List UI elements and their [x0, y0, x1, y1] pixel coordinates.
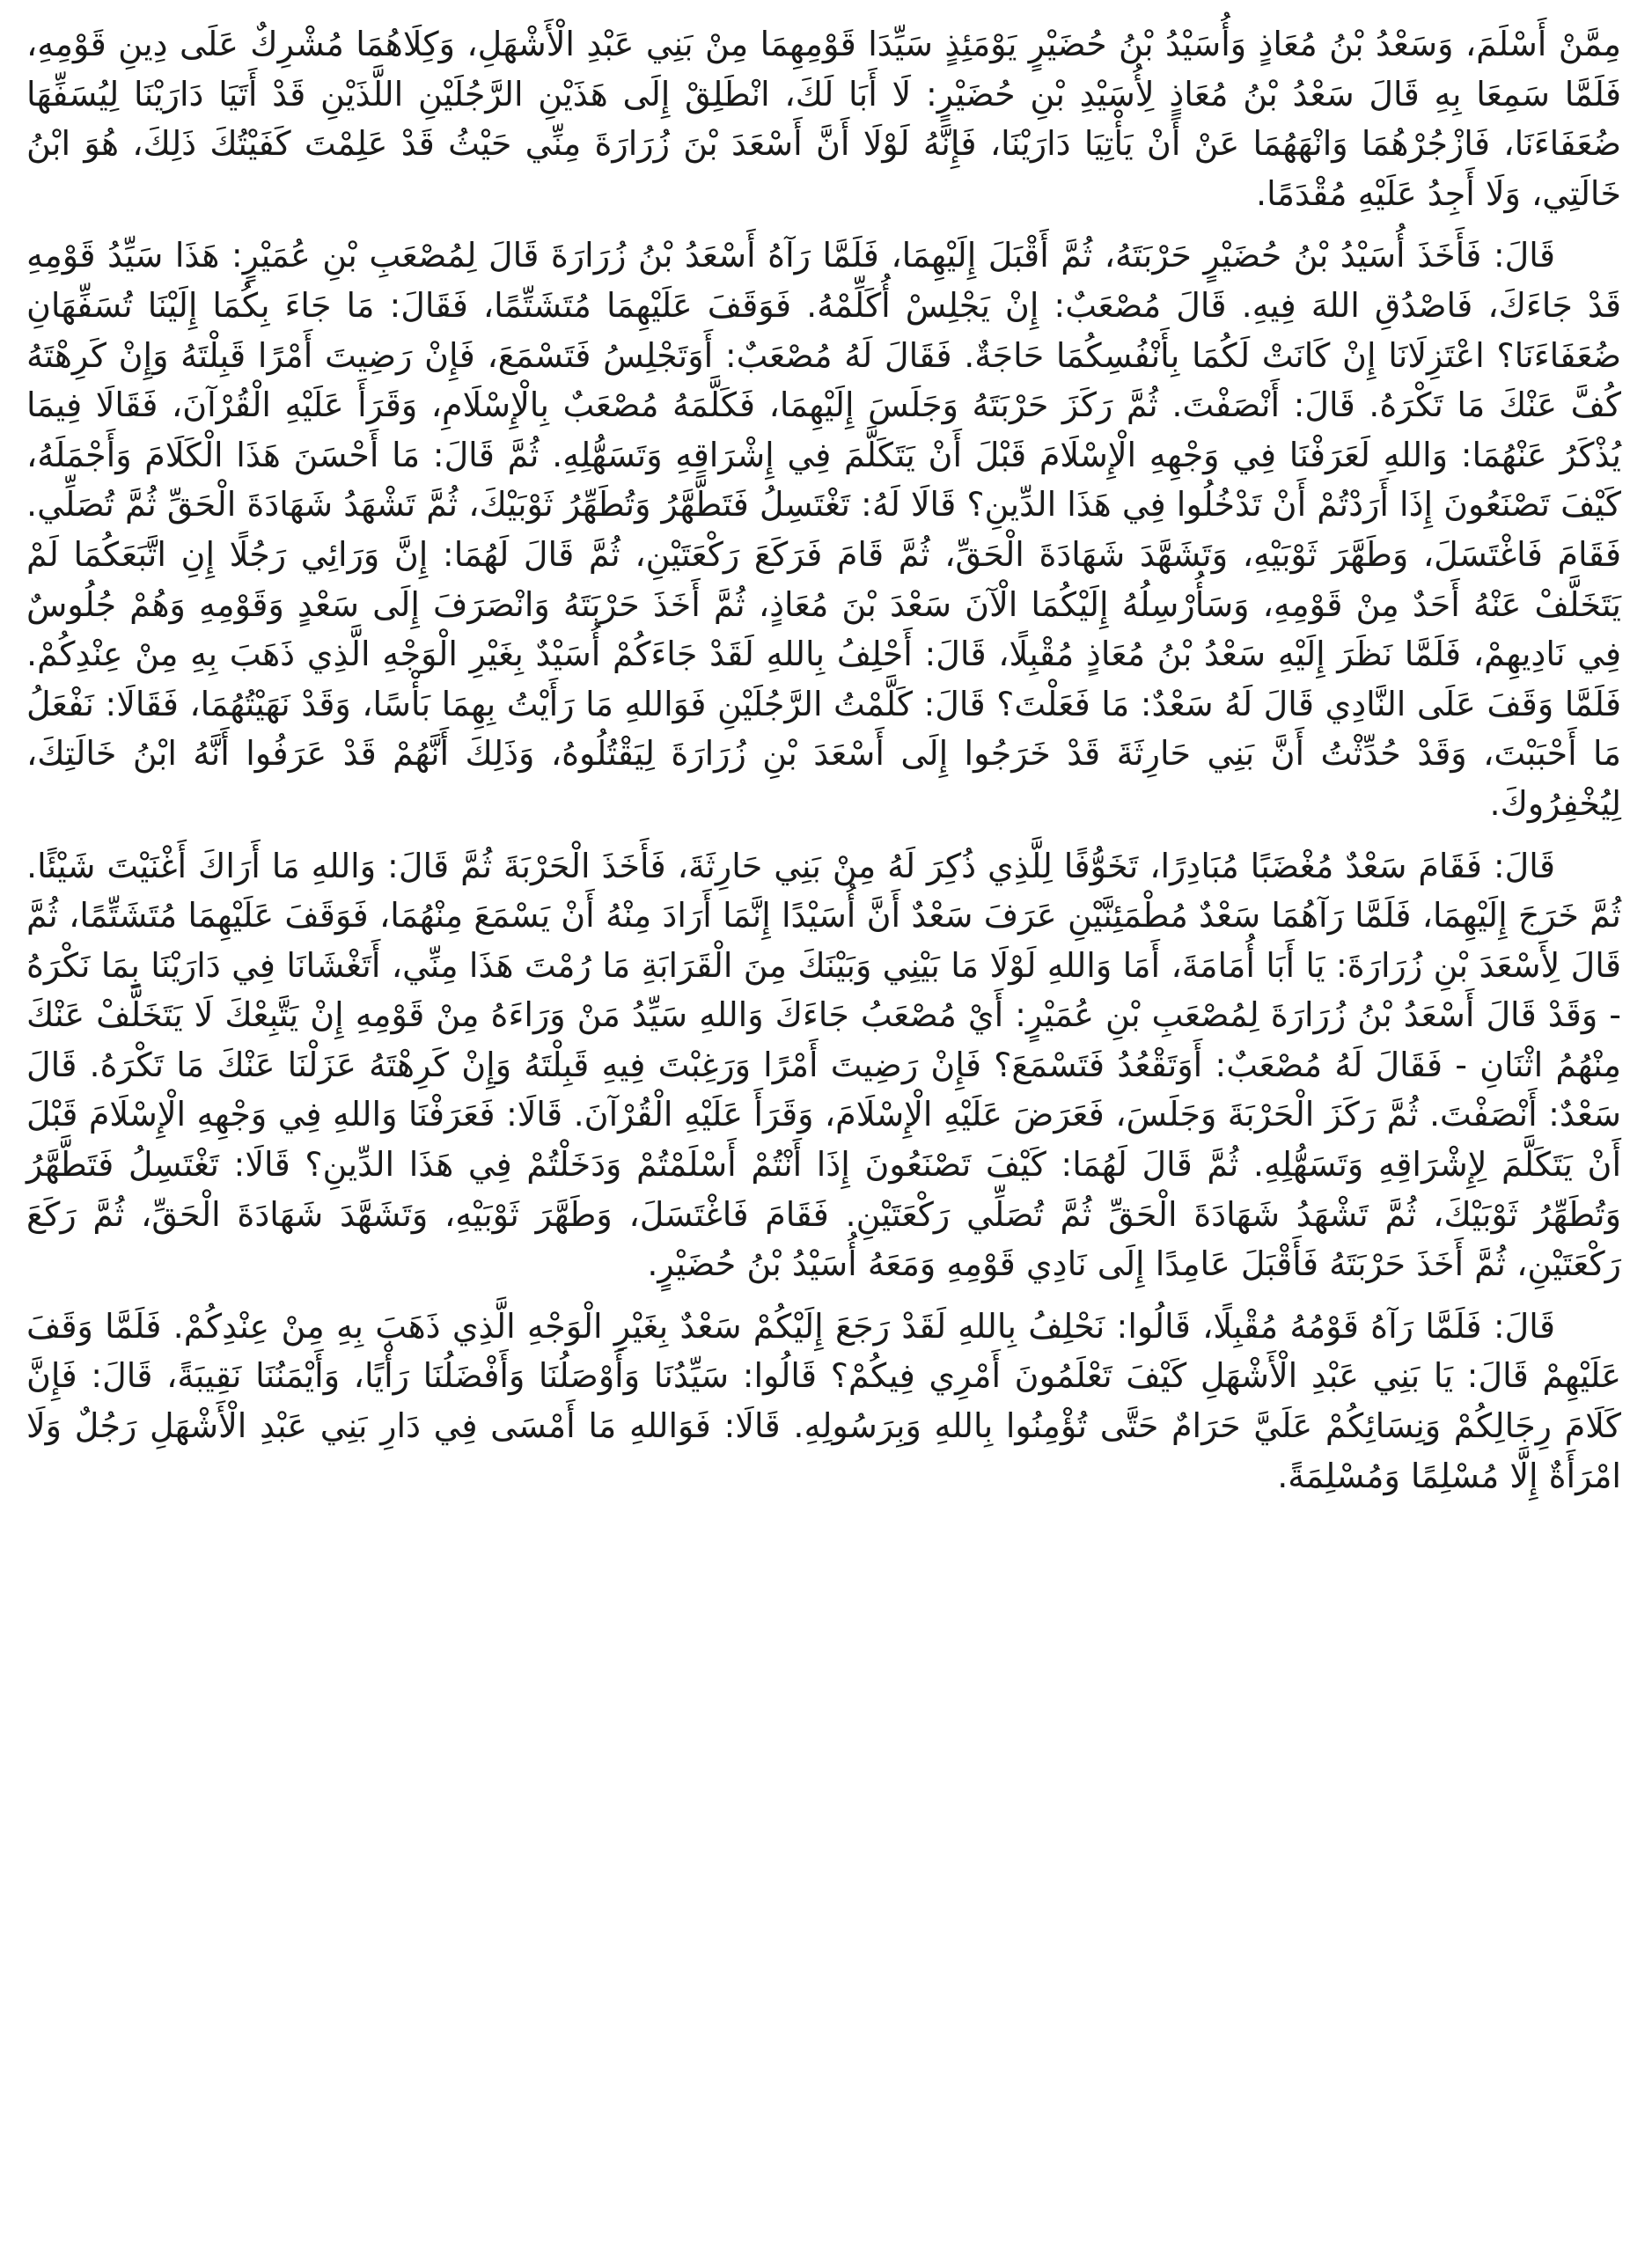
paragraph-1: مِمَّنْ أَسْلَمَ، وَسَعْدُ بْنُ مُعَاذٍ وَأُسَيْدُ بْنُ حُضَيْرٍ يَوْمَئِذٍ سَيِّدَا قَوْمِهِمَا مِنْ بَنِي عَبْدِ الْأَشْهَلِ، وَكِلَاهُمَا مُشْرِكٌ عَلَى دِينِ قَوْمِهِ، فَلَمَّا سَمِعَا بِهِ قَالَ سَعْدُ بْنُ مُعَاذٍ لِأُسَيْدِ بْنِ حُضَيْرٍ: لَا أَبَا لَكَ، انْطَلِقْ إِلَى هَذَيْنِ الرَّجُلَيْنِ اللَّذَيْنِ قَدْ أَتَيَا دَارَيْنَا لِيُسَفِّهَا ضُعَفَاءَنَا، فَازْجُرْهُمَا وَانْهَهُمَا عَنْ أَنْ يَأْتِيَا دَارَيْنَا، فَإِنَّهُ لَوْلَا أَنَّ أَسْعَدَ بْنَ زُرَارَةَ مِنِّي حَيْثُ قَدْ عَلِمْتَ كَفَيْتُكَ ذَلِكَ، هُوَ ابْنُ خَالَتِي، وَلَا أَجِدُ عَلَيْهِ مُقْدَمًا.	[26, 25, 1621, 213]
paragraph-2: قَالَ: فَأَخَذَ أُسَيْدُ بْنُ حُضَيْرٍ حَرْبَتَهُ، ثُمَّ أَقْبَلَ إِلَيْهِمَا، فَلَمَّا رَآهُ أَسْعَدُ بْنُ زُرَارَةَ قَالَ لِمُصْعَبِ بْنِ عُمَيْرٍ: هَذَا سَيِّدُ قَوْمِهِ قَدْ جَاءَكَ، فَاصْدُقِ اللهَ فِيهِ. قَالَ مُصْعَبٌ: إِنْ يَجْلِسْ أُكَلِّمْهُ. فَوَقَفَ عَلَيْهِمَا مُتَشَتِّمًا، فَقَالَ: مَا جَاءَ بِكُمَا إِلَيْنَا تُسَفِّهَانِ ضُعَفَاءَنَا؟ اعْتَزِلَانَا إِنْ كَانَتْ لَكُمَا بِأَنْفُسِكُمَا حَاجَةٌ. فَقَالَ لَهُ مُصْعَبٌ: أَوَتَجْلِسُ فَتَسْمَعَ، فَإِنْ رَضِيتَ أَمْرًا قَبِلْتَهُ وَإِنْ كَرِهْتَهُ كُفَّ عَنْكَ مَا تَكْرَهُ. قَالَ: أَنْصَفْتَ. ثُمَّ رَكَزَ حَرْبَتَهُ وَجَلَسَ إِلَيْهِمَا، فَكَلَّمَهُ مُصْعَبٌ بِالْإِسْلَامِ، وَقَرَأَ عَلَيْهِ الْقُرْآنَ، فَقَالَا فِيمَا يُذْكَرُ عَنْهُمَا: وَاللهِ لَعَرَفْنَا فِي وَجْهِهِ الْإِسْلَامَ قَبْلَ أَنْ يَتَكَلَّمَ فِي إِشْرَاقِهِ وَتَسَهُّلِهِ. ثُمَّ قَالَ: مَا أَحْسَنَ هَذَا الْكَلَامَ وَأَجْمَلَهُ، كَيْفَ تَصْنَعُونَ إِذَا أَرَدْتُمْ أَنْ تَدْخُلُوا فِي هَذَا الدِّينِ؟ قَالَا لَهُ: تَغْتَسِلُ فَتَطَّهَّرُ وَتُطَهِّرُ ثَوْبَيْكَ، ثُمَّ تَشْهَدُ شَهَادَةَ الْحَقِّ ثُمَّ تُصَلِّي. فَقَامَ فَاغْتَسَلَ، وَطَهَّرَ ثَوْبَيْهِ، وَتَشَهَّدَ شَهَادَةَ الْحَقِّ، ثُمَّ قَامَ فَرَكَعَ رَكْعَتَيْنِ، ثُمَّ قَالَ لَهُمَا: إِنَّ وَرَائِي رَجُلًا إِنِ اتَّبَعَكُمَا لَمْ يَتَخَلَّفْ عَنْهُ أَحَدٌ مِنْ قَوْمِهِ، وَسَأُرْسِلُهُ إِلَيْكُمَا الْآنَ سَعْدَ بْنَ مُعَاذٍ، ثُمَّ أَخَذَ حَرْبَتَهُ وَانْصَرَفَ إِلَى سَعْدٍ وَقَوْمِهِ وَهُمْ جُلُوسٌ فِي نَادِيهِمْ، فَلَمَّا نَظَرَ إِلَيْهِ سَعْدُ بْنُ مُعَاذٍ مُقْبِلًا، قَالَ: أَحْلِفُ بِاللهِ لَقَدْ جَاءَكُمْ أُسَيْدٌ بِغَيْرِ الْوَجْهِ الَّذِي ذَهَبَ بِهِ مِنْ عِنْدِكُمْ. فَلَمَّا وَقَفَ عَلَى النَّادِي قَالَ لَهُ سَعْدٌ: مَا فَعَلْتَ؟ قَالَ: كَلَّمْتُ الرَّجُلَيْنِ فَوَاللهِ مَا رَأَيْتُ بِهِمَا بَأْسًا، وَقَدْ نَهَيْتُهُمَا، فَقَالَا: نَفْعَلُ مَا أَحْبَبْتَ، وَقَدْ حُدِّثْتُ أَنَّ بَنِي حَارِثَةَ قَدْ خَرَجُوا إِلَى أَسْعَدَ بْنِ زُرَارَةَ لِيَقْتُلُوهُ، وَذَلِكَ أَنَّهُمْ قَدْ عَرَفُوا أَنَّهُ ابْنُ خَالَتِكَ، لِيُخْفِرُوكَ.	[26, 236, 1621, 823]
book-page	[26, 19, 1621, 2228]
paragraph-4: قَالَ: فَلَمَّا رَآهُ قَوْمُهُ مُقْبِلًا، قَالُوا: نَحْلِفُ بِاللهِ لَقَدْ رَجَعَ إِلَيْكُمْ سَعْدٌ بِغَيْرِ الْوَجْهِ الَّذِي ذَهَبَ بِهِ مِنْ عِنْدِكُمْ. فَلَمَّا وَقَفَ عَلَيْهِمْ قَالَ: يَا بَنِي عَبْدِ الْأَشْهَلِ كَيْفَ تَعْلَمُونَ أَمْرِي فِيكُمْ؟ قَالُوا: سَيِّدُنَا وَأَوْصَلُنَا وَأَفْضَلُنَا رَأْيًا، وَأَيْمَنُنَا نَقِيبَةً، قَالَ: فَإِنَّ كَلَامَ رِجَالِكُمْ وَنِسَائِكُمْ عَلَيَّ حَرَامٌ حَتَّى تُؤْمِنُوا بِاللهِ وَبِرَسُولِهِ. قَالَا: فَوَاللهِ مَا أَمْسَى فِي دَارِ بَنِي عَبْدِ الْأَشْهَلِ رَجُلٌ وَلَا امْرَأَةٌ إِلَّا مُسْلِمًا وَمُسْلِمَةً.	[26, 1306, 1621, 1495]
paragraph-3: قَالَ: فَقَامَ سَعْدٌ مُغْضَبًا مُبَادِرًا، تَخَوُّفًا لِلَّذِي ذُكِرَ لَهُ مِنْ بَنِي حَارِثَةَ، فَأَخَذَ الْحَرْبَةَ ثُمَّ قَالَ: وَاللهِ مَا أَرَاكَ أَغْنَيْتَ شَيْئًا. ثُمَّ خَرَجَ إِلَيْهِمَا، فَلَمَّا رَآهُمَا سَعْدٌ مُطْمَئِنَّيْنِ عَرَفَ سَعْدٌ أَنَّ أُسَيْدًا إِنَّمَا أَرَادَ مِنْهُ أَنْ يَسْمَعَ مِنْهُمَا، فَوَقَفَ عَلَيْهِمَا مُتَشَتِّمًا، ثُمَّ قَالَ لِأَسْعَدَ بْنِ زُرَارَةَ: يَا أَبَا أُمَامَةَ، أَمَا وَاللهِ لَوْلَا مَا بَيْنِي وَبَيْنَكَ مِنَ الْقَرَابَةِ مَا رُمْتَ هَذَا مِنِّي، أَتَغْشَانَا فِي دَارَيْنَا بِمَا نَكْرَهُ - وَقَدْ قَالَ أَسْعَدُ بْنُ زُرَارَةَ لِمُصْعَبِ بْنِ عُمَيْرٍ: أَيْ مُصْعَبُ جَاءَكَ وَاللهِ سَيِّدُ مَنْ وَرَاءَهُ مِنْ قَوْمِهِ إِنْ يَتَّبِعْكَ لَا يَتَخَلَّفْ عَنْكَ مِنْهُمُ اثْنَانِ - فَقَالَ لَهُ مُصْعَبٌ: أَوَتَقْعُدُ فَتَسْمَعَ؟ فَإِنْ رَضِيتَ أَمْرًا وَرَغِبْتَ فِيهِ قَبِلْتَهُ وَإِنْ كَرِهْتَهُ عَزَلْنَا عَنْكَ مَا تَكْرَهُ. قَالَ سَعْدٌ: أَنْصَفْتَ. ثُمَّ رَكَزَ الْحَرْبَةَ وَجَلَسَ، فَعَرَضَ عَلَيْهِ الْإِسْلَامَ، وَقَرَأَ عَلَيْهِ الْقُرْآنَ. قَالَا: فَعَرَفْنَا وَاللهِ فِي وَجْهِهِ الْإِسْلَامَ قَبْلَ أَنْ يَتَكَلَّمَ لِإِشْرَاقِهِ وَتَسَهُّلِهِ. ثُمَّ قَالَ لَهُمَا: كَيْفَ تَصْنَعُونَ إِذَا أَنْتُمْ أَسْلَمْتُمْ وَدَخَلْتُمْ فِي هَذَا الدِّينِ؟ قَالَا: تَغْتَسِلُ فَتَطَّهَّرُ وَتُطَهِّرُ ثَوْبَيْكَ، ثُمَّ تَشْهَدُ شَهَادَةَ الْحَقِّ ثُمَّ تُصَلِّي رَكْعَتَيْنِ. فَقَامَ فَاغْتَسَلَ، وَطَهَّرَ ثَوْبَيْهِ، وَتَشَهَّدَ شَهَادَةَ الْحَقِّ، ثُمَّ رَكَعَ رَكْعَتَيْنِ، ثُمَّ أَخَذَ حَرْبَتَهُ فَأَقْبَلَ عَامِدًا إِلَى نَادِي قَوْمِهِ وَمَعَهُ أُسَيْدُ بْنُ حُضَيْرٍ.	[26, 846, 1621, 1284]
